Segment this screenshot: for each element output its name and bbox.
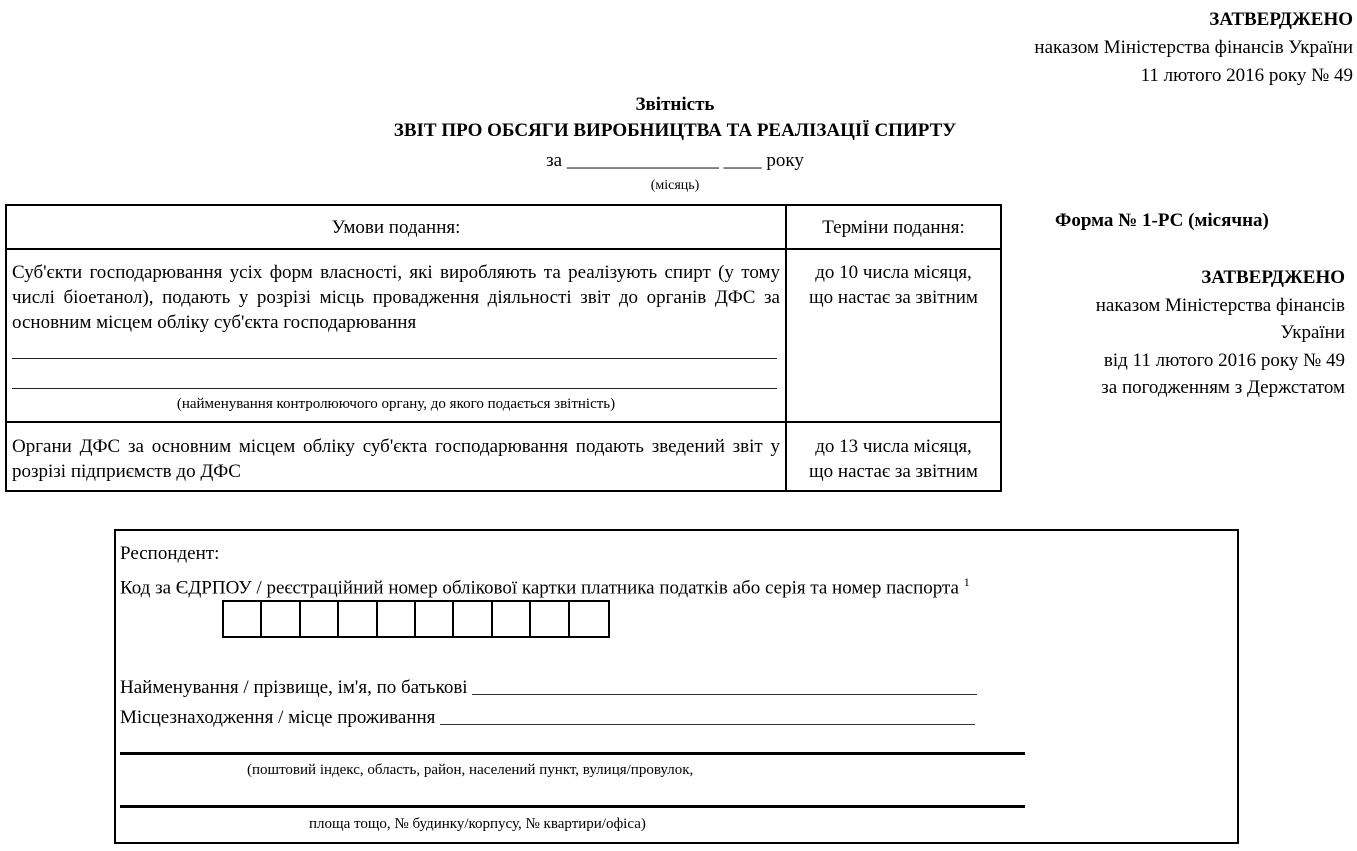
code-digit-box[interactable] (224, 602, 262, 636)
name-row (120, 675, 977, 701)
code-digit-box[interactable] (493, 602, 531, 636)
submission-conditions-table (5, 204, 1002, 492)
form-number: Форма № 1-РС (місячна) (1055, 210, 1269, 231)
header-deadlines: Терміни подання: (822, 217, 965, 238)
name-input-line[interactable] (472, 694, 977, 695)
authority-name-line-1[interactable] (12, 358, 777, 359)
report-category: Звітність (635, 94, 715, 115)
code-digit-box[interactable] (339, 602, 377, 636)
form-approval-line4: за погодженням з Держстатом (1101, 377, 1345, 398)
respondent-section (114, 529, 1239, 844)
approval-title: ЗАТВЕРДЖЕНО (1209, 9, 1353, 30)
code-digit-box[interactable] (531, 602, 569, 636)
deadline-row-2-line2: що настає за звітним (809, 461, 978, 482)
address-caption-2: площа тощо, № будинку/корпусу, № квартири/офіса) (309, 816, 646, 832)
condition-row-1: Суб'єкти господарювання усіх форм власності, які виробляють та реалізують спирт (у тому числі біоетанол), подають у розрізі місць провадження діяльності звіт до органів ДФС за основним місцем обліку суб'єкта господарювання (12, 262, 780, 333)
address-caption-1: (поштовий індекс, область, район, населений пункт, вулиця/провулок, (247, 762, 694, 778)
period-suffix: року (766, 150, 804, 171)
deadline-row-1-line2: що настає за звітним (809, 287, 978, 308)
form-approval-line3: від 11 лютого 2016 року № 49 (1103, 349, 1345, 371)
month-input-blank[interactable]: ________________ (566, 150, 719, 171)
code-digit-box[interactable] (454, 602, 492, 636)
table-header-divider (7, 248, 1000, 250)
deadline-row-2-line1: до 13 числа місяця, (815, 436, 972, 457)
location-input-line[interactable] (440, 724, 975, 725)
month-caption: (місяць) (650, 178, 700, 193)
condition-row-2: Органи ДФС за основним місцем обліку суб'єкта господарювання подають зведений звіт у розрізі підприємств до ДФС (12, 436, 780, 482)
deadline-row-1-line1: до 10 числа місяця, (815, 262, 972, 283)
approval-order-line: наказом Міністерства фінансів України (1034, 37, 1353, 58)
authority-caption: (найменування контролюючого органу, до якого подається звітність) (176, 396, 616, 412)
code-label-text: Код за ЄДРПОУ / реєстраційний номер облікової картки платника податків або серія та номер паспорта (120, 577, 959, 599)
code-digit-box[interactable] (416, 602, 454, 636)
report-title: ЗВІТ ПРО ОБСЯГИ ВИРОБНИЦТВА ТА РЕАЛІЗАЦІЇ СПИРТУ (393, 120, 957, 141)
address-input-line-2[interactable] (120, 805, 1025, 808)
name-label: Найменування / прізвище, ім'я, по батькові (120, 677, 468, 698)
authority-name-line-2[interactable] (12, 388, 777, 389)
address-input-line-1[interactable] (120, 752, 1025, 755)
code-digit-box[interactable] (262, 602, 300, 636)
code-input-boxes (222, 600, 610, 638)
code-digit-box[interactable] (570, 602, 608, 636)
form-approval-line2: України (1280, 322, 1345, 343)
deadline-row-2 (787, 434, 1000, 484)
location-label: Місцезнаходження / місце проживання (120, 707, 436, 728)
approval-date-line: 11 лютого 2016 року № 49 (1140, 65, 1353, 86)
code-digit-box[interactable] (378, 602, 416, 636)
code-footnote-marker: 1 (963, 575, 970, 589)
form-approval-line1: наказом Міністерства фінансів (1095, 294, 1345, 316)
year-input-blank[interactable]: ____ (723, 150, 762, 171)
table-row-divider (7, 421, 1000, 423)
header-conditions: Умови подання: (331, 217, 461, 238)
respondent-label: Респондент: (120, 543, 220, 564)
header-approval (1034, 6, 1353, 90)
report-period (0, 148, 1350, 174)
form-approval (1096, 264, 1345, 402)
period-prefix: за (546, 150, 563, 171)
form-approval-title: ЗАТВЕРДЖЕНО (1201, 267, 1345, 288)
deadline-row-1 (787, 260, 1000, 310)
code-label (120, 569, 970, 601)
location-row (120, 705, 975, 731)
code-digit-box[interactable] (301, 602, 339, 636)
